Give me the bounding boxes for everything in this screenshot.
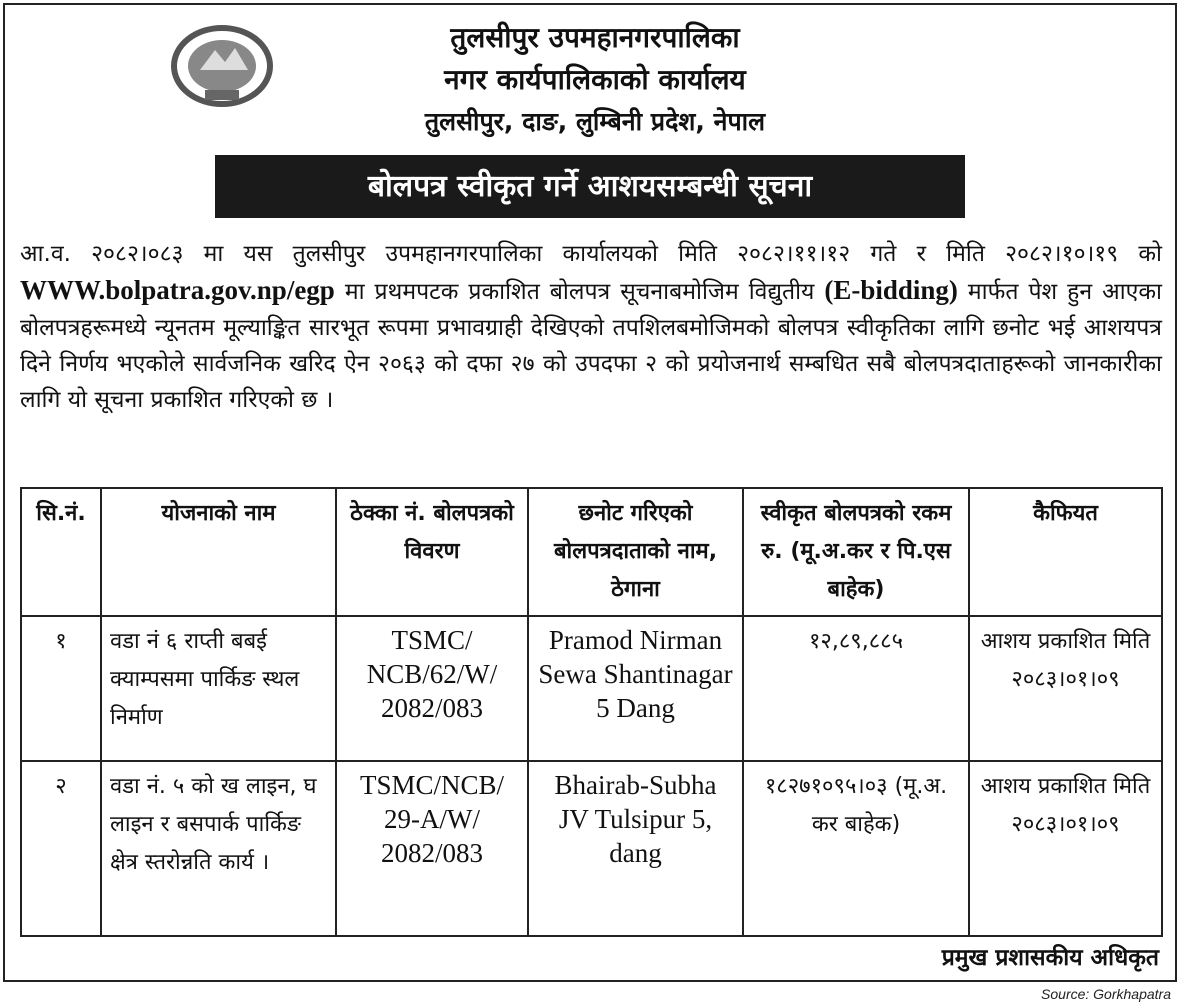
office-name: तुलसीपुर उपमहानगरपालिका xyxy=(450,21,740,54)
notice-body xyxy=(20,236,1162,418)
signatory-title: प्रमुख प्रशासकीय अधिकृत xyxy=(941,945,1159,971)
cell-amount: १२,८९,८८५ xyxy=(743,616,969,761)
cell-bidder: Bhairab-Subha JV Tulsipur 5, dang xyxy=(528,761,743,936)
cell-amount: १८२७१०९५।०३ (मू.अ. कर बाहेक) xyxy=(743,761,969,936)
office-address: तुलसीपुर, दाङ, लुम्बिनी प्रदेश, नेपाल xyxy=(424,107,766,136)
body-text: मार्फत पेश हुन आएका बोलपत्रहरूमध्ये न्यूनतम मूल्याङ्कित सारभूत रूपमा प्रभावग्राही देखिएको तपशिलबमोजिमको बोलपत्र स्वीकृतिका लागि छनोट भई आशयपत्र दिने निर्णय भएकोले सार्वजनिक खरिद ऐन २०६३ को दफा २७ को उपदफा २ को प्रयोजनार्थ सम्बधित सबै बोलपत्रदाताहरूको जानकारीका लागि यो सूचना प्रकाशित गरिएको छ । xyxy=(20,279,1163,413)
body-text: मा प्रथमपटक प्रकाशित बोलपत्र सूचनाबमोजिम विद्युतीय xyxy=(334,279,825,305)
cell-remarks: आशय प्रकाशित मिति २०८३।०१।०९ xyxy=(969,761,1162,936)
body-text: आ.व. २०८२।०८३ मा यस तुलसीपुर उपमहानगरपालिका कार्यालयको मिति २०८२।११।१२ गते र मिति २०८२।१०।१९ को xyxy=(20,241,1162,267)
header-amount: स्वीकृत बोलपत्रको रकम रु. (मू.अ.कर र पि.एस बाहेक) xyxy=(743,488,969,616)
source-credit: Source: Gorkhapatra xyxy=(1041,986,1171,1002)
nepal-emblem-icon xyxy=(170,20,274,108)
table-row xyxy=(21,761,1162,936)
header-bidder: छनोट गरिएको बोलपत्रदाताको नाम, ठेगाना xyxy=(528,488,743,616)
table-header-row xyxy=(21,488,1162,616)
cell-sn: १ xyxy=(21,616,101,761)
bolpatra-url: WWW.bolpatra.gov.np/egp xyxy=(20,275,335,305)
table-row xyxy=(21,616,1162,761)
cell-remarks: आशय प्रकाशित मिति २०८३।०१।०९ xyxy=(969,616,1162,761)
header-remarks: कैफियत xyxy=(969,488,1162,616)
cell-sn: २ xyxy=(21,761,101,936)
bid-table xyxy=(20,487,1163,937)
header-sn: सि.नं. xyxy=(21,488,101,616)
cell-bidder: Pramod Nirman Sewa Shantinagar 5 Dang xyxy=(528,616,743,761)
cell-contract-no: TSMC/NCB/ 29-A/W/ 2082/083 xyxy=(336,761,528,936)
cell-project-name: वडा नं ६ राप्ती बबई क्याम्पसमा पार्किङ स्थल निर्माण xyxy=(101,616,336,761)
cell-contract-no: TSMC/ NCB/62/W/ 2082/083 xyxy=(336,616,528,761)
header-contract-no: ठेक्का नं. बोलपत्रको विवरण xyxy=(336,488,528,616)
ebidding-label: (E-bidding) xyxy=(824,275,958,305)
header-project-name: योजनाको नाम xyxy=(101,488,336,616)
cell-project-name: वडा नं. ५ को ख लाइन, घ लाइन र बसपार्क पार्किङ क्षेत्र स्तरोन्नति कार्य । xyxy=(101,761,336,936)
notice-title: बोलपत्र स्वीकृत गर्ने आशयसम्बन्धी सूचना xyxy=(215,155,965,218)
office-subtitle: नगर कार्यपालिकाको कार्यालय xyxy=(444,63,746,96)
